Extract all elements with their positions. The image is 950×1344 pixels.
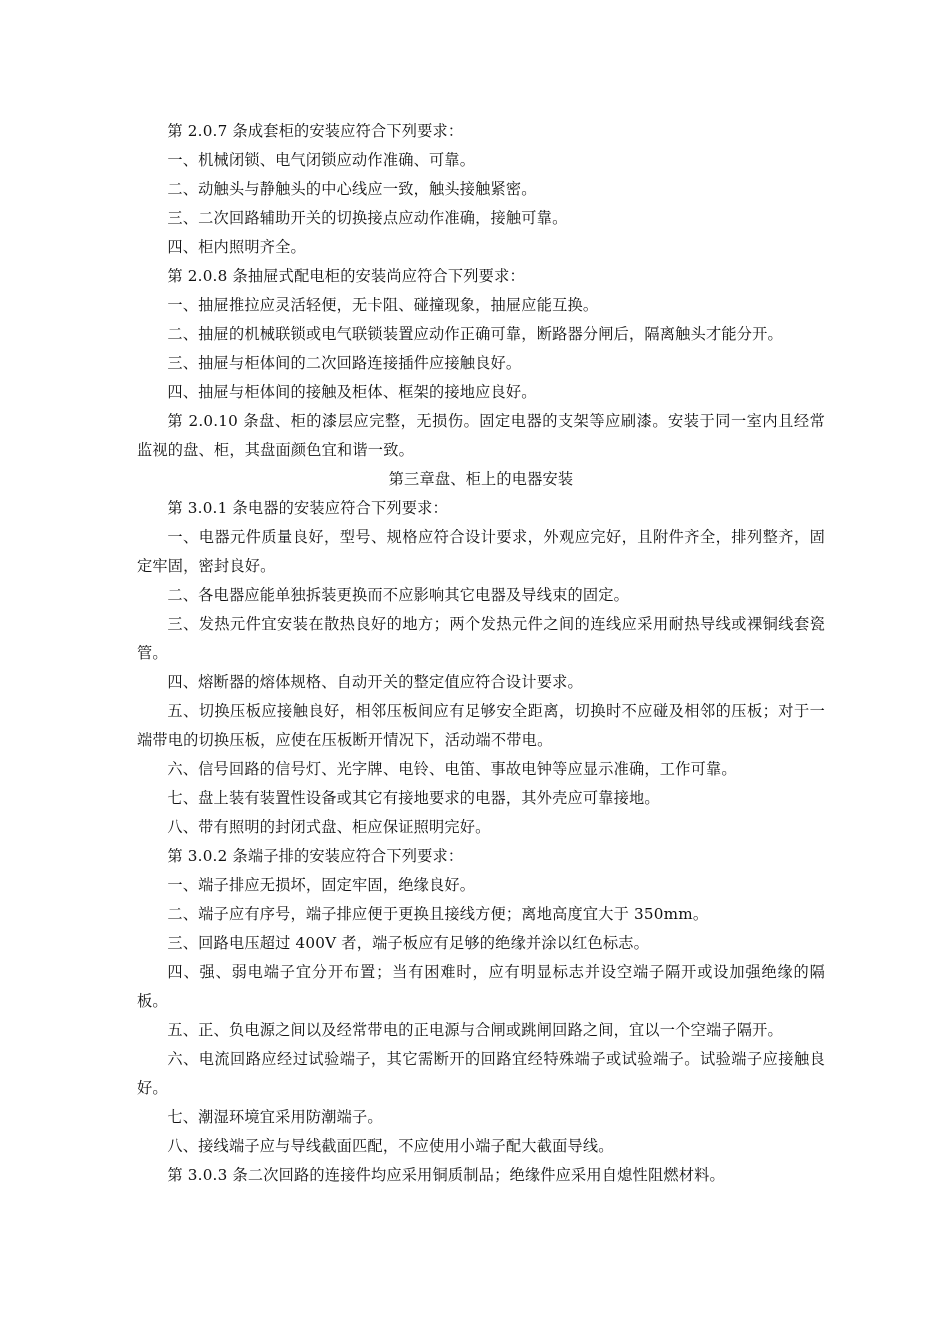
paragraph: 第 3.0.3 条二次回路的连接件均应采用铜质制品；绝缘件应采用自熄性阻燃材料。 [167,1166,725,1184]
paragraph: 第 3.0.1 条电器的安装应符合下列要求： [167,499,448,517]
paragraph: 一、电器元件质量良好，型号、规格应符合设计要求，外观应完好，且附件齐全，排列整齐，固定牢固，密封良好。 [137,528,825,575]
paragraph: 八、接线端子应与导线截面匹配，不应使用小端子配大截面导线。 [167,1137,614,1155]
paragraph: 六、电流回路应经过试验端子，其它需断开的回路宜经特殊端子或试验端子。试验端子应接触良好。 [137,1050,825,1097]
paragraph: 四、柜内照明齐全。 [167,238,306,256]
paragraph: 四、抽屉与柜体间的接触及柜体、框架的接地应良好。 [167,383,537,401]
chapter-heading: 第三章盘、柜上的电器安装 [388,470,574,488]
paragraph: 五、正、负电源之间以及经常带电的正电源与合闸或跳闸回路之间，宜以一个空端子隔开。 [167,1021,783,1039]
paragraph: 五、切换压板应接触良好，相邻压板间应有足够安全距离，切换时不应碰及相邻的压板；对于一端带电的切换压板，应使在压板断开情况下，活动端不带电。 [137,702,825,749]
paragraph: 四、熔断器的熔体规格、自动开关的整定值应符合设计要求。 [167,673,583,691]
paragraph: 一、机械闭锁、电气闭锁应动作准确、可靠。 [167,151,476,169]
paragraph: 第 2.0.8 条抽屉式配电柜的安装尚应符合下列要求： [167,267,525,285]
paragraph: 八、带有照明的封闭式盘、柜应保证照明完好。 [167,818,491,836]
paragraph: 三、回路电压超过 400V 者，端子板应有足够的绝缘并涂以红色标志。 [167,934,650,952]
paragraph: 二、各电器应能单独拆装更换而不应影响其它电器及导线束的固定。 [167,586,630,604]
paragraph: 七、盘上装有装置性设备或其它有接地要求的电器，其外壳应可靠接地。 [167,789,660,807]
paragraph: 三、发热元件宜安装在散热良好的地方；两个发热元件之间的连线应采用耐热导线或裸铜线套瓷管。 [137,615,825,662]
paragraph: 三、抽屉与柜体间的二次回路连接插件应接触良好。 [167,354,522,372]
document-page [137,117,825,1190]
paragraph: 第 2.0.7 条成套柜的安装应符合下列要求： [167,122,464,140]
paragraph: 七、潮湿环境宜采用防潮端子。 [167,1108,383,1126]
paragraph: 第 2.0.10 条盘、柜的漆层应完整，无损伤。固定电器的支架等应刷漆。安装于同一室内且经常监视的盘、柜，其盘面颜色宜和谐一致。 [137,412,825,459]
paragraph: 一、抽屉推拉应灵活轻便，无卡阻、碰撞现象，抽屉应能互换。 [167,296,599,314]
paragraph: 第 3.0.2 条端子排的安装应符合下列要求： [167,847,464,865]
paragraph: 一、端子排应无损坏，固定牢固，绝缘良好。 [167,876,476,894]
paragraph: 二、端子应有序号，端子排应便于更换且接线方便；离地高度宜大于 350mm。 [167,905,709,923]
paragraph: 二、动触头与静触头的中心线应一致，触头接触紧密。 [167,180,537,198]
paragraph: 二、抽屉的机械联锁或电气联锁装置应动作正确可靠，断路器分闸后，隔离触头才能分开。 [167,325,783,343]
paragraph: 六、信号回路的信号灯、光字牌、电铃、电笛、事故电钟等应显示准确，工作可靠。 [167,760,737,778]
paragraph: 三、二次回路辅助开关的切换接点应动作准确，接触可靠。 [167,209,568,227]
paragraph: 四、强、弱电端子宜分开布置；当有困难时，应有明显标志并设空端子隔开或设加强绝缘的隔板。 [137,963,825,1010]
